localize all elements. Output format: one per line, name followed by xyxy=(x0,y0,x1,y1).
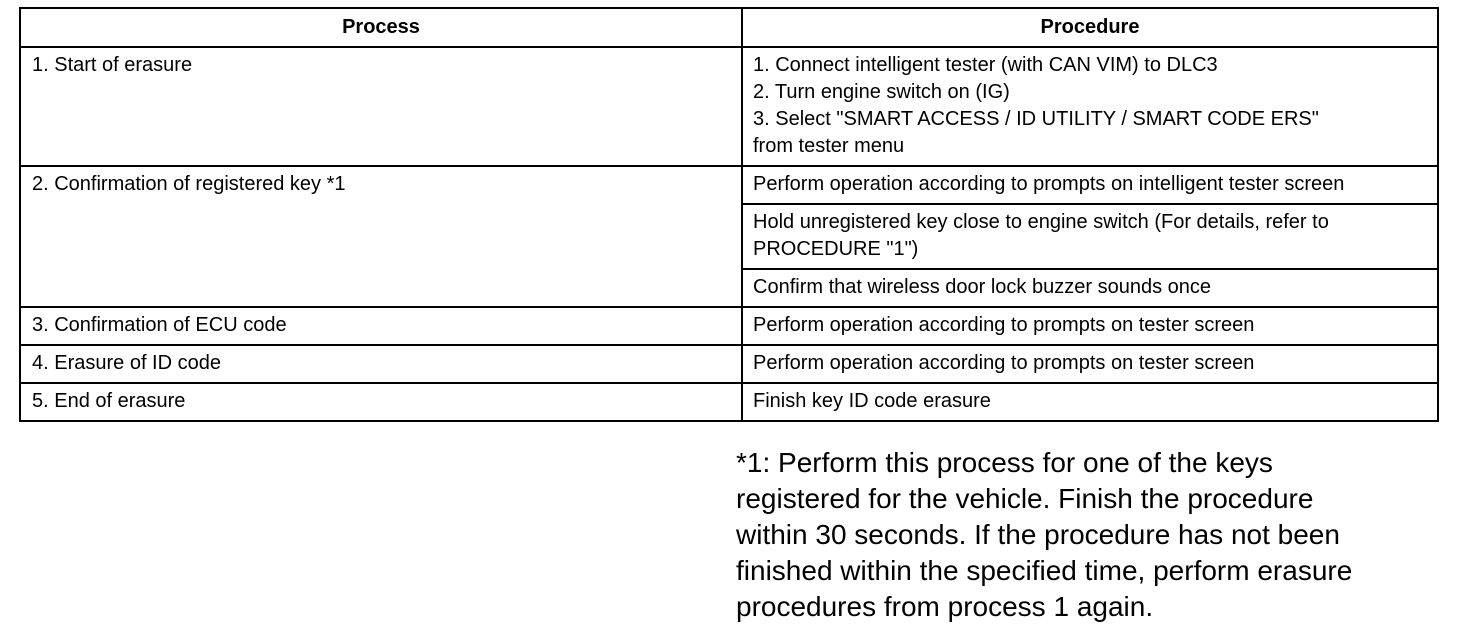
procedure-cell xyxy=(742,204,1438,269)
procedure-table xyxy=(19,7,1439,422)
table-row xyxy=(20,47,1438,166)
procedure-line: Perform operation according to prompts on tester screen xyxy=(753,314,1255,336)
footnote xyxy=(736,445,1436,625)
procedure-cell xyxy=(742,345,1438,383)
footnote-line: finished within the specified time, perform erasure xyxy=(736,555,1353,586)
procedure-line: Perform operation according to prompts on intelligent tester screen xyxy=(753,173,1345,195)
process-cell: 4. Erasure of ID code xyxy=(20,345,742,383)
procedure-line: Confirm that wireless door lock buzzer sounds once xyxy=(753,276,1211,298)
procedure-cell xyxy=(742,166,1438,204)
table-row xyxy=(20,307,1438,345)
procedure-line: 2. Turn engine switch on (IG) xyxy=(753,81,1010,103)
procedure-line: Perform operation according to prompts on tester screen xyxy=(753,352,1255,374)
header-process: Process xyxy=(20,8,742,47)
process-cell: 5. End of erasure xyxy=(20,383,742,421)
procedure-line: PROCEDURE "1") xyxy=(753,238,919,260)
table-row xyxy=(20,383,1438,421)
table-row xyxy=(20,345,1438,383)
procedure-cell xyxy=(742,47,1438,166)
process-cell: 3. Confirmation of ECU code xyxy=(20,307,742,345)
procedure-cell xyxy=(742,383,1438,421)
process-cell: 1. Start of erasure xyxy=(20,47,742,166)
procedure-line: Hold unregistered key close to engine switch (For details, refer to xyxy=(753,211,1329,233)
procedure-line: from tester menu xyxy=(753,135,905,157)
footnote-line: registered for the vehicle. Finish the procedure xyxy=(736,483,1314,514)
procedure-cell xyxy=(742,307,1438,345)
procedure-line: Finish key ID code erasure xyxy=(753,390,991,412)
procedure-line: 1. Connect intelligent tester (with CAN VIM) to DLC3 xyxy=(753,54,1218,76)
table-row xyxy=(20,166,1438,204)
footnote-line: procedures from process 1 again. xyxy=(736,591,1154,622)
header-procedure: Procedure xyxy=(742,8,1438,47)
procedure-line: 3. Select "SMART ACCESS / ID UTILITY / SMART CODE ERS" xyxy=(753,108,1319,130)
procedure-cell xyxy=(742,269,1438,307)
table-header-row xyxy=(20,8,1438,47)
footnote-line: *1: Perform this process for one of the keys xyxy=(736,447,1273,478)
footnote-line: within 30 seconds. If the procedure has not been xyxy=(736,519,1340,550)
process-cell: 2. Confirmation of registered key *1 xyxy=(20,166,742,307)
